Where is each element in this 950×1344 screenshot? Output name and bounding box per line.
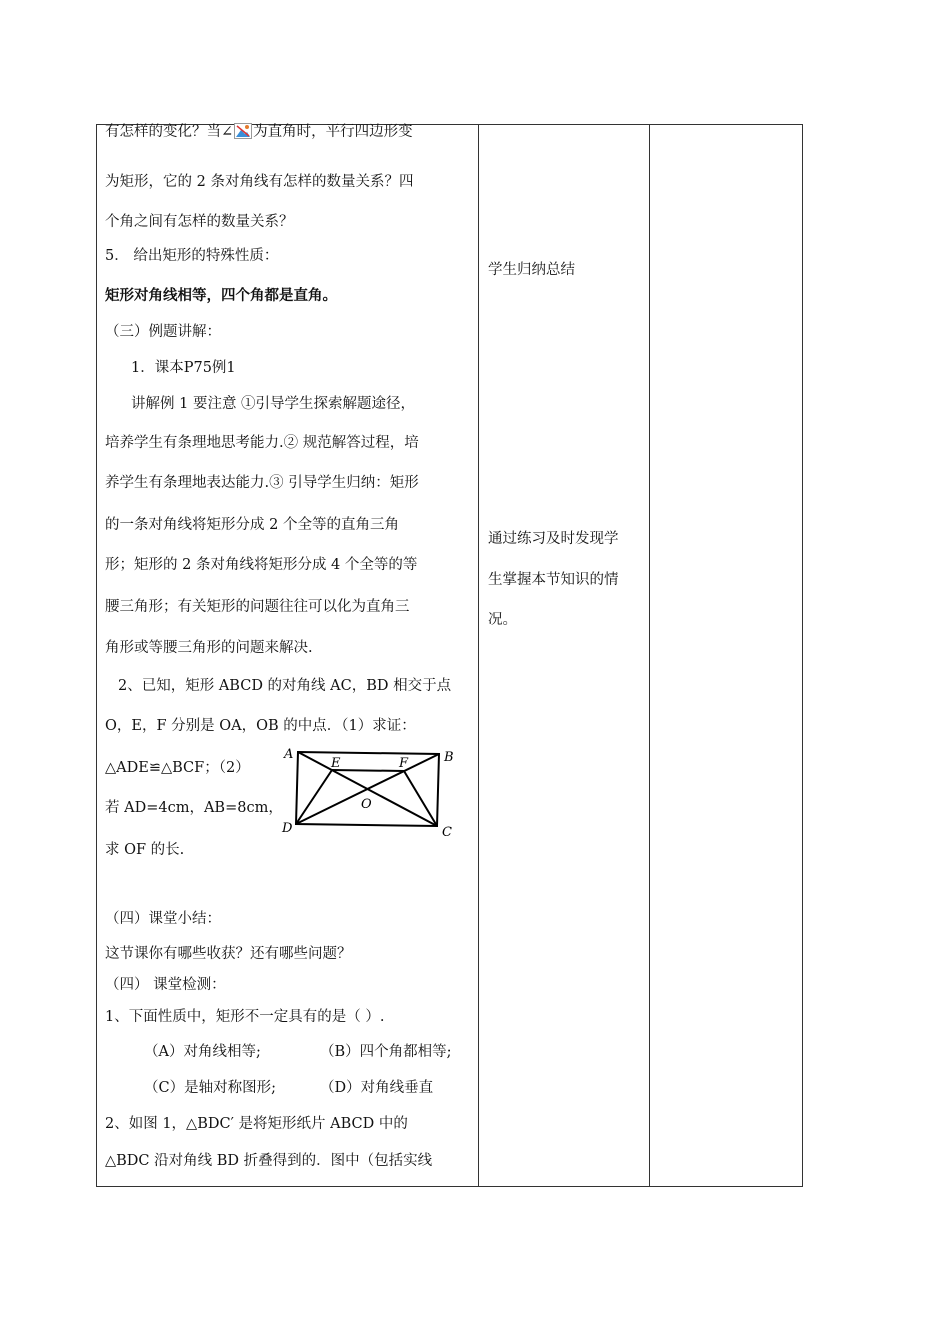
option-c: （C）是轴对称图形; (144, 1080, 276, 1096)
option-d: （D）对角线垂直 (320, 1080, 434, 1096)
text-line-18: 若 AD=4cm，AB=8cm， (105, 800, 283, 816)
column-divider-2 (649, 125, 650, 1186)
label-a: A (284, 747, 294, 762)
segment-ef (332, 770, 404, 771)
note-practice-line-2: 生掌握本节知识的情 (488, 572, 619, 588)
label-d: D (282, 821, 293, 836)
broken-image-icon (234, 123, 252, 139)
section-heading-summary: （四）课堂小结： (105, 911, 221, 927)
label-c: C (442, 825, 452, 838)
text-line-14: 角形或等腰三角形的问题来解决. (105, 640, 313, 656)
text-line-12: 形；矩形的 2 条对角线将矩形分成 4 个全等的等 (105, 557, 418, 573)
text-line-11: 的一条对角线将矩形分成 2 个全等的直角三角 (105, 517, 399, 533)
column-divider-1 (478, 125, 479, 1186)
text-line-1-end: 为直角时，平行四边形变 (253, 124, 413, 140)
option-b: （B）四个角都相等; (320, 1044, 452, 1060)
label-e: E (331, 756, 341, 771)
text-line-9: 培养学生有条理地思考能力.② 规范解答过程，培 (105, 435, 419, 451)
text-line-1 (105, 122, 413, 142)
question-2-line-1: 2、如图 1，△BDC′ 是将矩形纸片 ABCD 中的 (105, 1116, 408, 1132)
bold-property-line: 矩形对角线相等，四个角都是直角。 (105, 287, 337, 304)
text-line-10: 养学生有条理地表达能力.③ 引导学生归纳：矩形 (105, 475, 419, 491)
text-line-17: △ADE≌△BCF；（2） (105, 760, 250, 776)
text-line-1-start: 有怎样的变化？当∠ (105, 124, 234, 140)
text-line-7: 1．课本P75例1 (131, 360, 236, 376)
note-practice-line-3: 况。 (488, 612, 517, 628)
text-line-13: 腰三角形；有关矩形的问题往往可以化为直角三 (105, 599, 410, 615)
label-f: F (399, 756, 409, 771)
note-practice-line-1: 通过练习及时发现学 (488, 531, 619, 547)
text-line-21: 这节课你有哪些收获？还有哪些问题？ (105, 946, 352, 962)
text-line-4: 5． 给出矩形的特殊性质： (105, 248, 279, 264)
text-line-16: O，E，F 分别是 OA，OB 的中点．（1）求证： (105, 718, 416, 734)
section-heading-examples: （三）例题讲解： (105, 324, 221, 340)
label-o: O (361, 797, 372, 812)
text-line-2: 为矩形，它的 2 条对角线有怎样的数量关系？四 (105, 174, 414, 190)
option-a: （A）对角线相等; (144, 1044, 261, 1060)
text-line-19: 求 OF 的长. (105, 842, 185, 858)
rectangle-figure (276, 742, 460, 838)
note-summary: 学生归纳总结 (488, 262, 575, 278)
label-b: B (444, 750, 454, 765)
diagonal-bd (296, 754, 439, 824)
text-line-8: 讲解例 1 要注意 ①引导学生探索解题途径， (131, 396, 416, 412)
section-heading-test: （四） 课堂检测： (105, 977, 226, 993)
question-1: 1、下面性质中，矩形不一定具有的是（ ）. (105, 1009, 385, 1025)
text-line-3: 个角之间有怎样的数量关系？ (105, 214, 294, 230)
text-line-15: 2、已知，矩形 ABCD 的对角线 AC，BD 相交于点 (118, 678, 452, 694)
question-2-line-2: △BDC 沿对角线 BD 折叠得到的．图中（包括实线 (105, 1153, 433, 1169)
